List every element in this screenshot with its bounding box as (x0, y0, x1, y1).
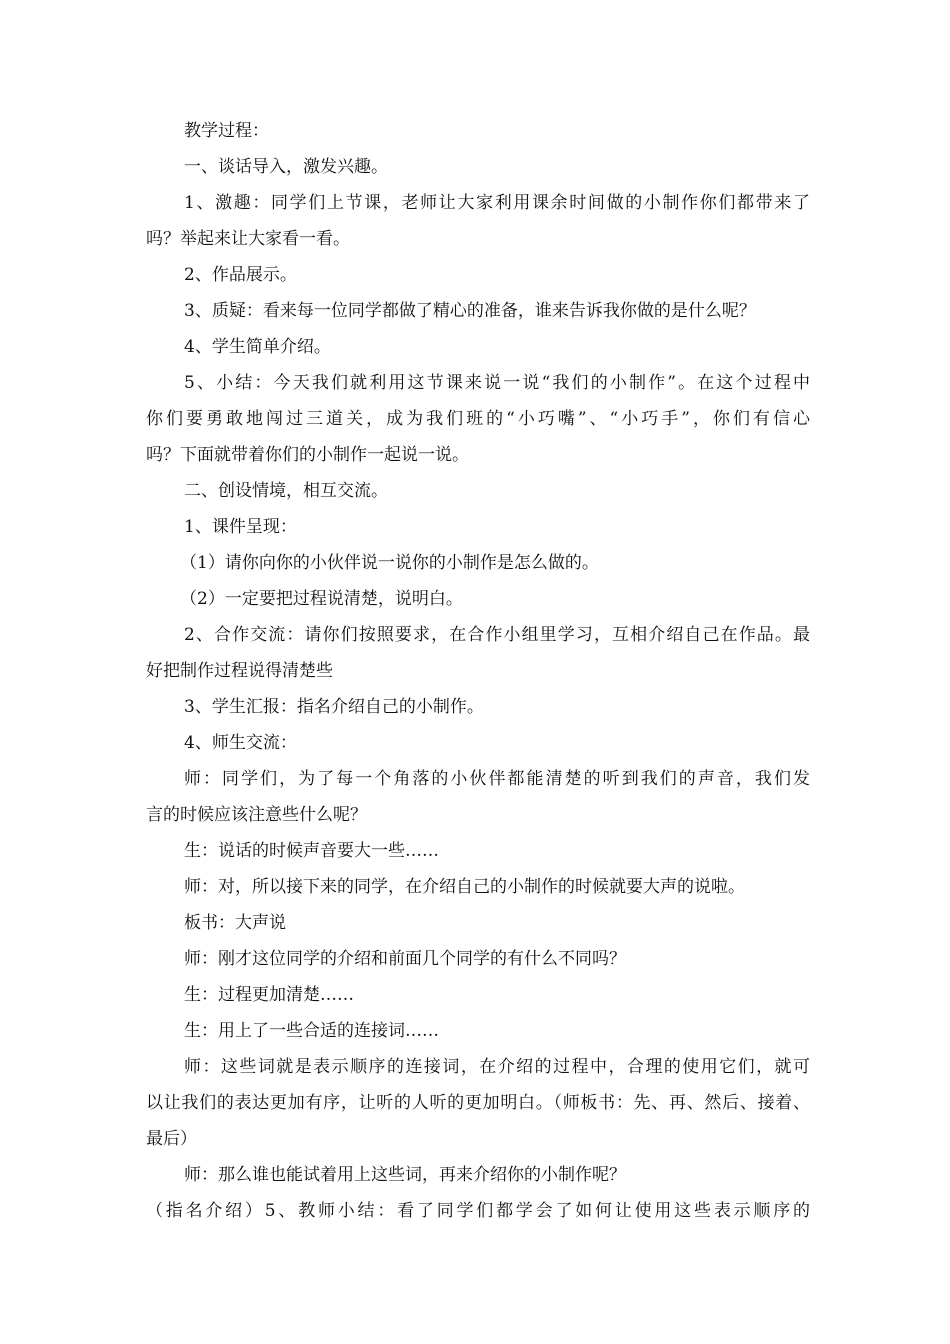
paragraph-line: （1）请你向你的小伙伴说一说你的小制作是怎么做的。 (180, 553, 599, 573)
paragraph-line: 5、小结：今天我们就利用这节课来说一说“我们的小制作”。在这个过程中 (184, 373, 810, 393)
paragraph-line: 二、创设情境，相互交流。 (184, 481, 388, 501)
section-heading: 教学过程： (184, 121, 269, 141)
paragraph-line: 言的时候应该注意些什么呢？ (146, 805, 367, 825)
paragraph-line: 2、作品展示。 (184, 265, 297, 285)
paragraph-line: 1、课件呈现： (184, 517, 297, 537)
paragraph-line: 师：同学们，为了每一个角落的小伙伴都能清楚的听到我们的声音，我们发 (184, 769, 810, 789)
paragraph-line: 板书：大声说 (184, 913, 286, 933)
paragraph-line: 你们要勇敢地闯过三道关，成为我们班的“小巧嘴”、“小巧手”，你们有信心 (146, 409, 810, 429)
paragraph-line: 师：对，所以接下来的同学，在介绍自己的小制作的时候就要大声的说啦。 (184, 877, 745, 897)
paragraph-line: 最后） (146, 1129, 197, 1149)
paragraph-line: 吗？举起来让大家看一看。 (146, 229, 350, 249)
paragraph-line: 以让我们的表达更加有序，让听的人听的更加明白。（师板书：先、再、然后、接着、 (146, 1093, 810, 1113)
paragraph-line: 好把制作过程说得清楚些 (146, 661, 333, 681)
paragraph-line: 生：过程更加清楚…… (184, 985, 354, 1005)
paragraph-line: 师：这些词就是表示顺序的连接词，在介绍的过程中，合理的使用它们，就可 (184, 1057, 810, 1077)
paragraph-line: （2）一定要把过程说清楚，说明白。 (180, 589, 463, 609)
paragraph-line: 1、激趣：同学们上节课，老师让大家利用课余时间做的小制作你们都带来了 (184, 193, 810, 213)
paragraph-line: 一、谈话导入，激发兴趣。 (184, 157, 388, 177)
paragraph-line: 4、师生交流： (184, 733, 297, 753)
paragraph-line: 4、学生简单介绍。 (184, 337, 331, 357)
paragraph-line: 吗？下面就带着你们的小制作一起说一说。 (146, 445, 469, 465)
paragraph-line: 师：那么谁也能试着用上这些词，再来介绍你的小制作呢？ (184, 1165, 626, 1185)
paragraph-line: 生：用上了一些合适的连接词…… (184, 1021, 439, 1041)
paragraph-line: 2、合作交流：请你们按照要求，在合作小组里学习，互相介绍自己在作品。最 (184, 625, 810, 645)
paragraph-line: 3、学生汇报：指名介绍自己的小制作。 (184, 697, 484, 717)
paragraph-line: 生：说话的时候声音要大一些…… (184, 841, 439, 861)
paragraph-line: 师：刚才这位同学的介绍和前面几个同学的有什么不同吗？ (184, 949, 626, 969)
paragraph-line: 3、质疑：看来每一位同学都做了精心的准备，谁来告诉我你做的是什么呢？ (184, 301, 756, 321)
paragraph-line: （指名介绍）5、教师小结：看了同学们都学会了如何让使用这些表示顺序的 (146, 1201, 810, 1221)
